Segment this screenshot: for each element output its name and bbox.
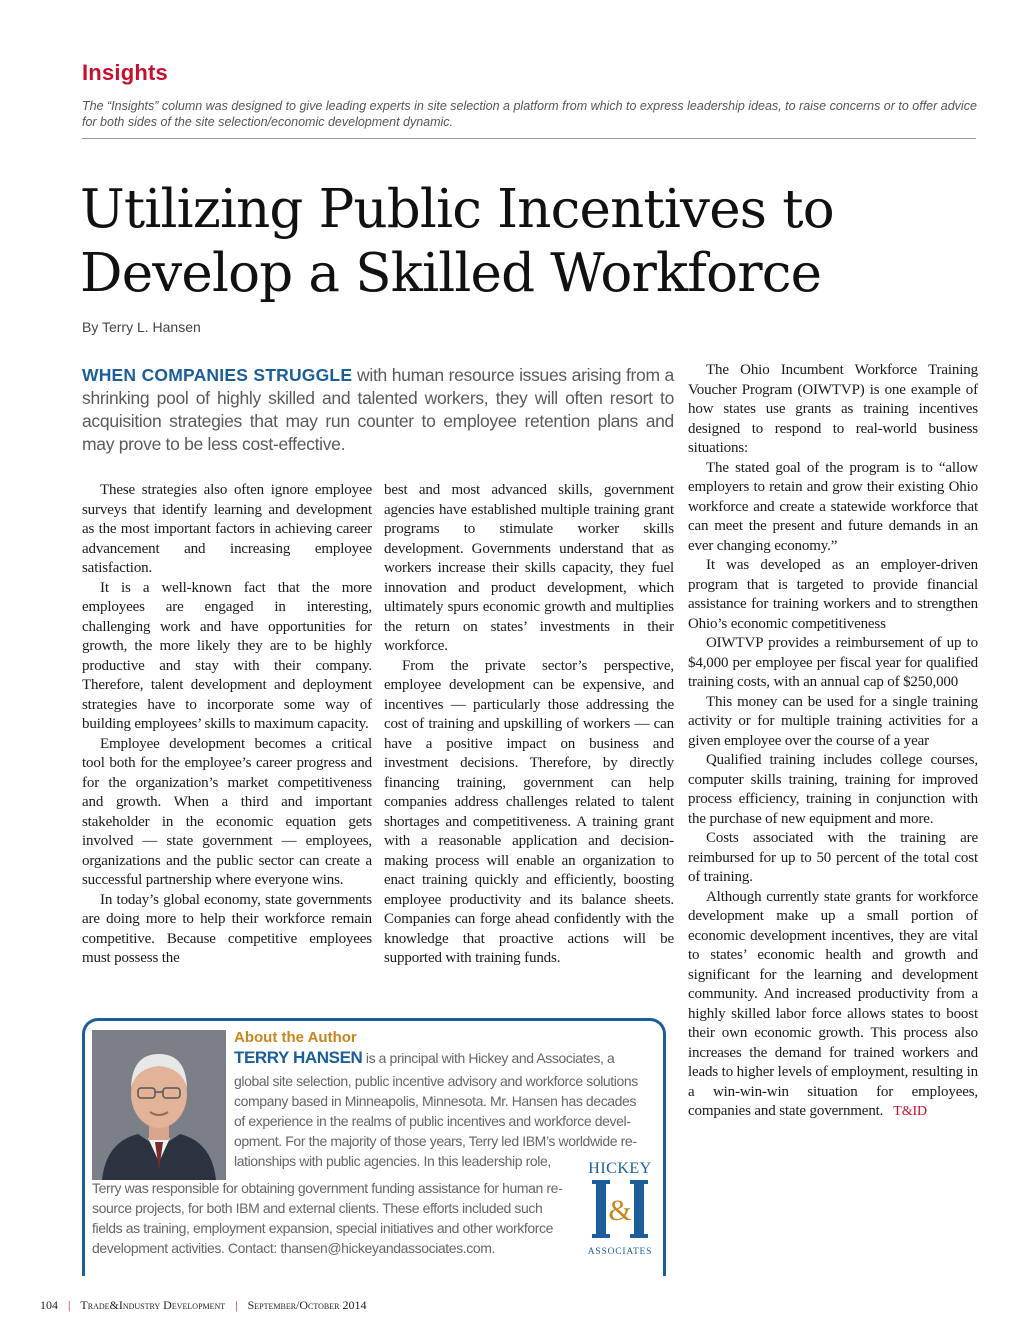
bio-line-9: fields as training, employment expansion, special initiatives and other workforce [92,1220,553,1236]
lede-lead-in: WHEN COMPANIES STRUGGLE [82,365,353,385]
body-column-2 [384,481,674,969]
publication-name: Trade&Industry Development [80,1298,226,1312]
lede-paragraph [82,364,674,456]
author-portrait-icon [92,1030,226,1180]
bio-line-5: opment. For the majority of those years, Terry led IBM’s worldwide re- [234,1133,637,1149]
body-column-3 [688,361,978,1122]
byline: By Terry L. Hansen [82,319,201,335]
page-number: 104 [40,1298,58,1312]
paragraph: best and most advanced skills, government agencies have established multiple training grant programs to stimulate worker skills development. Governments understand that as workers increase their skills capacity, they fuel innovation and product development, which ultimately spurs economic growth and multiplies the return on states’ investments in their workforce. [384,482,674,654]
headline-line-2: Develop a Skilled Workforce [80,243,822,304]
bio-line-3: company based in Minneapolis, Minnesota. Mr. Hansen has decades [234,1093,637,1109]
paragraph: Qualified training includes college courses, computer skills training, training for improved process efficiency, training in conjunction with the purchase of new equipment and more. [688,752,978,827]
paragraph: The Ohio Incumbent Workforce Training Voucher Program (OIWTVP) is one example of how states use grants as training incentives designed to respond to real-world business situations: [688,362,978,456]
paragraph: These strategies also often ignore employee surveys that identify learning and development as the most important factors in achieving career advancement and increasing employee satisfaction. [82,482,372,576]
paragraph: Costs associated with the training are reimbursed for up to 50 percent of the total cost of training. [688,830,978,885]
author-box-heading: About the Author [234,1029,357,1046]
paragraph: From the private sector’s perspective, employee development can be expensive, and incentives — particularly those addressing the cost of training and upskilling of workers — can have a positive impact on business and investment decisions. Therefore, by directly financing training, government can help companies address challenges related to talent shortages and competitiveness. A training grant with a reasonable application and decision-making process will enable an organization to enact training quickly and efficiently, boosting employee productivity and its balance sheets. Companies can forge ahead confidently with the knowledge that proactive actions will be supported with training funds. [384,657,674,966]
section-intro: The “Insights” column was designed to give leading experts in site selection a platform from which to express leadership ideas, to raise concerns or to offer advice for both sides of the site selection/economic development dynamic. [82,99,977,129]
paragraph: It is a well-known fact that the more employees are engaged in interesting, challenging work and have opportunities for growth, the more likely they are to be highly productive and stay with their company. Therefore, talent development and deployment strategies have to incorporate some way of building employees’ skills to maximum capacity. [82,579,372,732]
bio-line-4: of experience in the realms of public incentives and workforce devel- [234,1113,631,1129]
lede-text: with human resource issues arising from a shrinking pool of highly skilled and talented workers, they will often resort to acquisition strategies that may run counter to employee retention plans and may prove to be less cost-effective. [82,365,674,454]
footer-separator: | [68,1298,71,1312]
paragraph: The stated goal of the program is to “allow employers to retain and grow their existing Ohio workforce and create a statewide workforce that can meet the present and future demands in an ever changing economy.” [688,459,978,554]
paragraph: Employee development becomes a critical tool both for the employee’s career progress and for the organization’s market competitiveness and growth. When a third and important stakeholder in the economic equation gets involved — state government — employees, organizations and the public sector can create a successful partnership where everyone wins. [82,735,372,888]
bio-line-7: Terry was responsible for obtaining government funding assistance for human re- [92,1180,563,1196]
paragraph: This money can be used for a single training activity or for multiple training activities for a given employee over the course of a year [688,693,978,749]
footer-separator: | [235,1298,238,1312]
svg-text:&: & [608,1194,632,1227]
issue-date: September/October 2014 [247,1298,367,1312]
h-ampersand-logo-icon [590,1178,650,1240]
headline-line-1: Utilizing Public Incentives to [80,179,834,240]
end-mark: T&ID [893,1104,927,1119]
header-divider [82,138,976,139]
bio-line-10: development activities. Contact: thansen@hickeyandassociates.com. [92,1240,495,1256]
bio-line-2: global site selection, public incentive advisory and workforce solutions [234,1073,638,1089]
logo-top-text: HICKEY [588,1160,652,1177]
bio-line-8: source projects, for both IBM and external clients. These efforts included such [92,1200,543,1216]
paragraph: In today’s global economy, state governments are doing more to help their workforce remain competitive. Because competitive employees must possess the [82,891,372,966]
section-title: Insights [82,60,168,85]
hickey-associates-logo [584,1160,656,1260]
paragraph: It was developed as an employer-driven program that is targeted to provide financial assistance for training workers and to strengthen Ohio’s economic competitiveness [688,557,978,632]
bio-text: is a principal with Hickey and Associates, a [362,1050,615,1066]
bio-line-6: lationships with public agencies. In this leadership role, [234,1153,551,1169]
logo-bottom-text: ASSOCIATES [587,1247,653,1257]
headline [80,178,1000,306]
paragraph: OIWTVP provides a reimbursement of up to $4,000 per employee per fiscal year for qualified training costs, with an annual cap of $250,000 [688,635,978,690]
closing-text: Although currently state grants for workforce development make up a small portion of economic development incentives, they are vital to states’ economic health and growth and significant for the learning and development community. And increased productivity from a highly skilled labor force allows states to boost their own economic growth. This process also increases the demand for trained workers and leads to higher levels of employment, resulting in a win-win-win situation for employees, companies and state government. [688,888,978,1119]
author-name: TERRY HANSEN [234,1048,363,1067]
author-photo [92,1030,226,1180]
paragraph [688,888,978,1122]
page-footer [40,1298,366,1313]
body-column-1 [82,481,372,969]
